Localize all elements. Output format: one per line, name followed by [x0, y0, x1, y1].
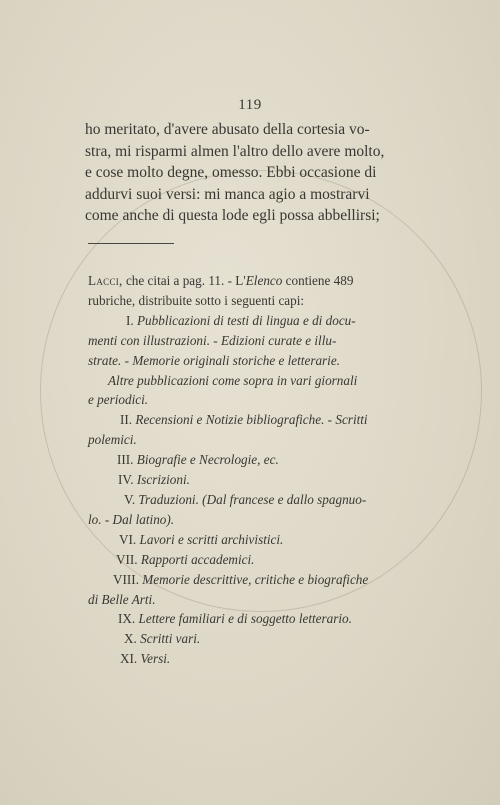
section-i-cont: menti con illustrazioni. - Edizioni curate e illu-	[88, 332, 337, 348]
intro-text: contiene 489	[282, 273, 354, 288]
main-line	[85, 119, 385, 141]
section-number: V.	[124, 491, 136, 507]
section-number: XI.	[120, 651, 138, 667]
section-ii	[88, 410, 388, 430]
main-line-text: ho meritato, d'avere abusato della cortesia vo-	[85, 121, 370, 138]
section-i	[88, 311, 388, 331]
section-i-cont: Altre pubblicazioni come sopra in vari giornali	[108, 372, 358, 388]
section-viii-cont: di Belle Arti.	[88, 591, 156, 607]
main-line-text: come anche di questa lode egli possa abbellirsi;	[85, 207, 380, 224]
section-title: Pubblicazioni di testi di lingua e di docu-	[137, 312, 356, 328]
intro-text: che citai a pag. 11. - L'	[122, 273, 246, 288]
section-title: Lettere familiari e di soggetto letterario.	[138, 611, 352, 627]
section-title: Traduzioni. (Dal francese e dallo spagnuo-	[138, 491, 367, 507]
section-ii-cont: polemici.	[88, 432, 137, 448]
section-number: VIII.	[113, 571, 139, 587]
main-text	[85, 119, 385, 227]
section-vii	[88, 550, 388, 570]
main-line	[85, 141, 385, 163]
section-title: Memorie descrittive, critiche e biografiche	[142, 571, 369, 587]
footnote-intro	[88, 271, 388, 291]
section-number: X.	[124, 631, 137, 647]
section-v	[88, 490, 388, 510]
section-number: IX.	[118, 611, 136, 627]
section-title: Biografie e Necrologie, ec.	[136, 452, 279, 468]
section-viii	[88, 570, 388, 590]
footnote	[88, 271, 388, 669]
main-line-text: addurvi suoi versi: mi manca agio a mostrarvi	[85, 185, 370, 203]
section-i-cont: e periodici.	[88, 392, 149, 408]
section-vi	[88, 530, 388, 550]
footnote-separator	[88, 243, 174, 244]
section-number: IV.	[118, 472, 134, 488]
section-title: Rapporti accademici.	[140, 551, 255, 567]
section-x	[88, 629, 388, 649]
footnote-line: rubriche, distribuite sotto i seguenti capi:	[88, 292, 305, 308]
section-number: VI.	[119, 531, 137, 547]
section-iv	[88, 470, 388, 490]
section-title: Scritti vari.	[140, 631, 201, 647]
section-v-cont: lo. - Dal latino).	[88, 511, 175, 527]
author-name: Lacci,	[88, 273, 123, 288]
section-title: Iscrizioni.	[136, 472, 190, 488]
elenco-title: Elenco	[245, 273, 283, 288]
section-number: III.	[117, 452, 134, 468]
main-line	[85, 184, 385, 206]
section-ix	[88, 609, 388, 629]
main-line-text: e cose molto degne, omesso. Ebbi occasione di	[85, 164, 377, 181]
main-line-text: stra, mi risparmi almen l'altro dello avere molto,	[85, 142, 385, 160]
main-line	[85, 162, 385, 184]
section-title: Lavori e scritti archivistici.	[139, 531, 284, 547]
section-number: VII.	[116, 551, 138, 567]
section-xi	[88, 649, 388, 669]
section-iii	[88, 450, 388, 470]
section-title: Recensioni e Notizie bibliografiche. - Scritti	[135, 412, 368, 428]
section-title: Versi.	[140, 651, 171, 667]
page-number: 119	[238, 97, 262, 113]
main-line	[85, 205, 385, 227]
section-i-cont: strate. - Memorie originali storiche e letterarie.	[88, 352, 340, 368]
section-number: I.	[126, 312, 134, 328]
section-number: II.	[120, 412, 133, 428]
